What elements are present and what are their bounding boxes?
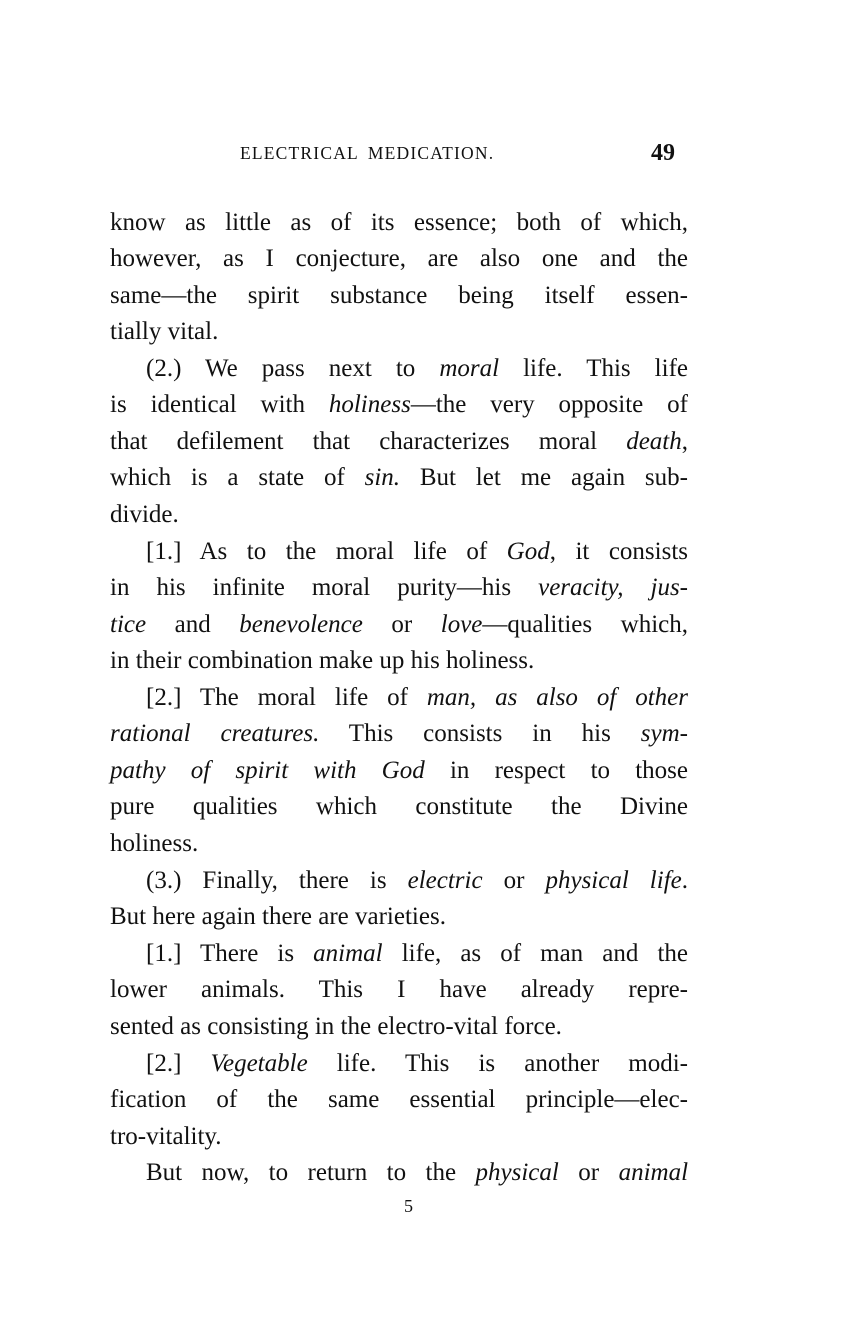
text-line: pure qualities which constitute the Divine [110, 793, 688, 820]
text-line: tice and benevolence or love—qualities which, [110, 611, 688, 638]
text-line: holiness. [110, 830, 199, 857]
text-line: however, as I conjecture, are also one and the [110, 245, 688, 272]
text-line: in their combination make up his holiness. [110, 647, 535, 674]
text-line: [1.] As to the moral life of God, it consists [146, 538, 688, 565]
text-line: sented as consisting in the electro-vital force. [110, 1013, 562, 1040]
text-line: rational creatures. This consists in his sym- [110, 720, 688, 747]
text-line: that defilement that characterizes moral death, [110, 428, 688, 455]
text-line: know as little as of its essence; both of which, [110, 209, 688, 236]
text-line: tro-vitality. [110, 1123, 222, 1150]
text-line: [1.] There is animal life, as of man and the [146, 940, 688, 967]
text-line: same—the spirit substance being itself essen- [110, 282, 688, 309]
text-line: which is a state of sin. But let me again sub- [110, 464, 688, 491]
text-line: lower animals. This I have already repre- [110, 976, 688, 1003]
text-line: [2.] Vegetable life. This is another modi- [146, 1050, 688, 1077]
text-line: But now, to return to the physical or animal [146, 1159, 689, 1186]
signature-mark: 5 [404, 1196, 413, 1216]
text-line: in his infinite moral purity—his veracity, jus- [110, 574, 688, 601]
text-line: (3.) Finally, there is electric or physical life. [146, 867, 688, 894]
text-line: divide. [110, 501, 179, 528]
text-line: fication of the same essential principle—elec- [110, 1086, 688, 1113]
running-head-title: ELECTRICAL MEDICATION. [240, 143, 495, 163]
text-line: But here again there are varieties. [110, 903, 446, 930]
page-number: 49 [651, 140, 675, 166]
text-line: (2.) We pass next to moral life. This life [146, 355, 688, 382]
text-line: [2.] The moral life of man, as also of other [146, 684, 688, 711]
text-line: pathy of spirit with God in respect to those [110, 757, 689, 784]
text-line: tially vital. [110, 318, 219, 345]
text-line: is identical with holiness—the very opposite of [110, 391, 688, 418]
